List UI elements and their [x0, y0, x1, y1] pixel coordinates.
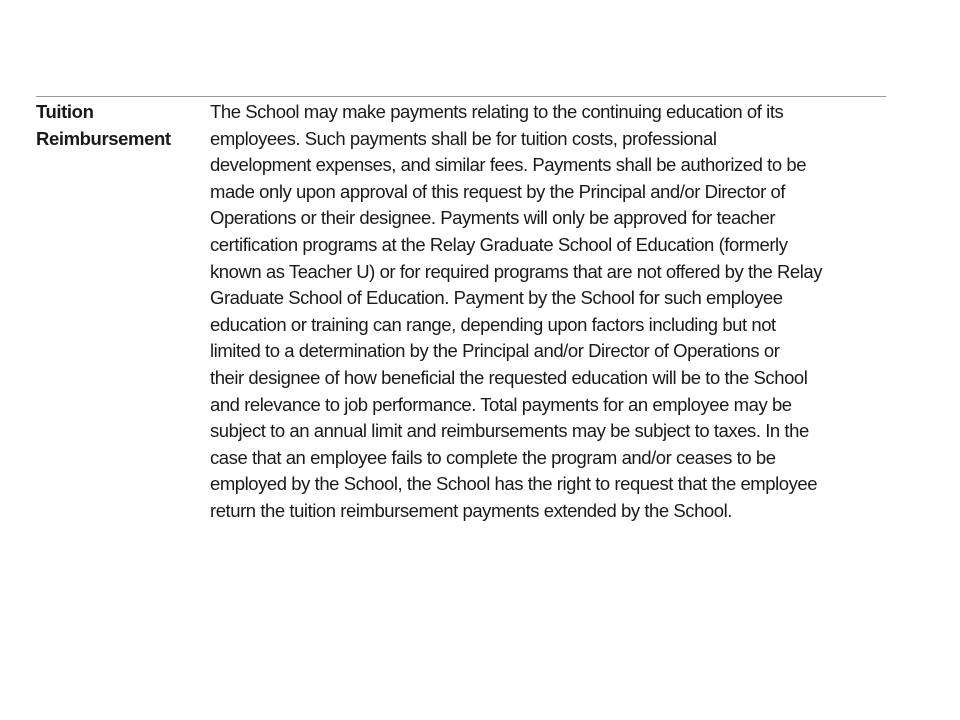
definition-line: development expenses, and similar fees. Payments shall be authorized to be [210, 154, 807, 176]
definition-line: case that an employee fails to complete the program and/or ceases to be [210, 446, 776, 468]
definition-line: employed by the School, the School has the right to request that the employee [210, 473, 818, 495]
definition-line: certification programs at the Relay Graduate School of Education (formerly [210, 233, 788, 255]
definition-line: made only upon approval of this request by the Principal and/or Director of [210, 180, 786, 202]
definition-line: The School may make payments relating to the continuing education of its [210, 101, 784, 122]
term-line-1: Tuition [36, 101, 94, 122]
section-term [36, 99, 210, 152]
policy-section [36, 96, 886, 525]
definition-line: their designee of how beneficial the requested education will be to the School [210, 366, 808, 388]
section-definition [210, 99, 876, 525]
definition-line: Graduate School of Education. Payment by the School for such employee [210, 287, 783, 309]
definition-line: known as Teacher U) or for required programs that are not offered by the Relay [210, 260, 823, 282]
definition-line: limited to a determination by the Principal and/or Director of Operations or [210, 340, 780, 362]
definition-line: return the tuition reimbursement payments extended by the School. [210, 499, 732, 521]
definition-line: employees. Such payments shall be for tuition costs, professional [210, 127, 717, 149]
policy-row [36, 99, 886, 525]
definition-line: Operations or their designee. Payments will only be approved for teacher [210, 207, 776, 229]
definition-line: subject to an annual limit and reimbursements may be subject to taxes. In the [210, 420, 809, 442]
term-line-2: Reimbursement [36, 127, 171, 149]
definition-line: education or training can range, depending upon factors including but not [210, 313, 776, 335]
definition-line: and relevance to job performance. Total payments for an employee may be [210, 393, 792, 415]
